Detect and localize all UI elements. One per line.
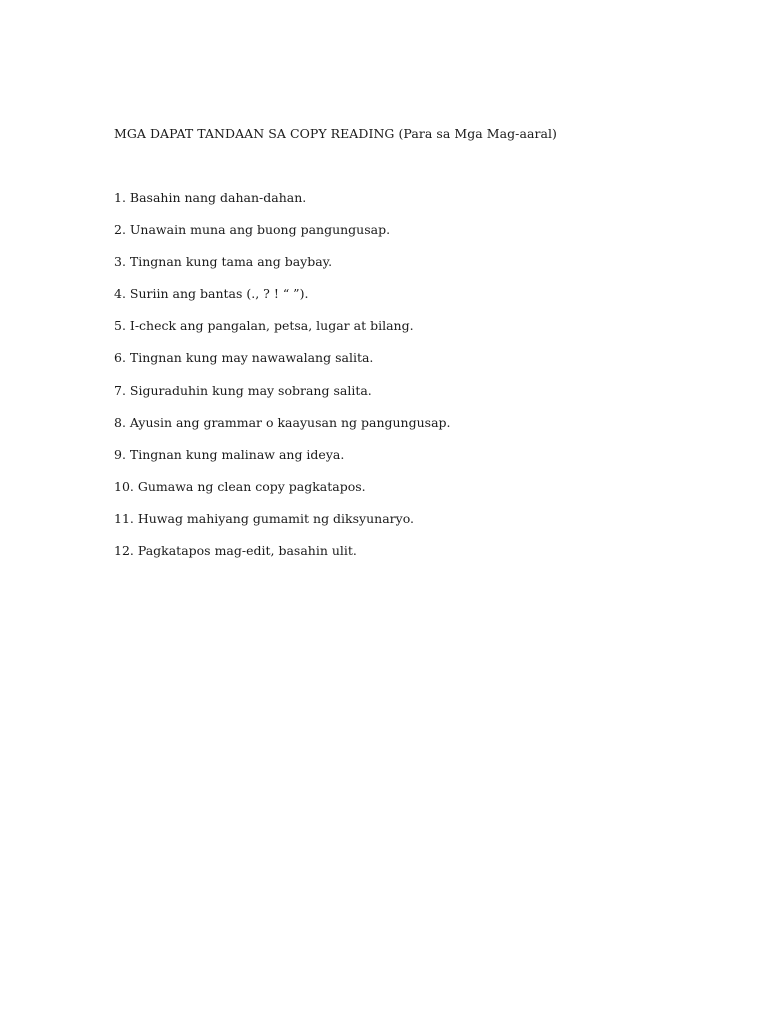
list-item: 5. I-check ang pangalan, petsa, lugar at bilang. [114, 318, 414, 334]
list-item: 9. Tingnan kung malinaw ang ideya. [114, 446, 345, 462]
list-item: 6. Tingnan kung may nawawalang salita. [114, 350, 374, 366]
reminder-list [114, 188, 451, 573]
list-item: 1. Basahin nang dahan-dahan. [114, 190, 307, 205]
list-item: 2. Unawain muna ang buong pangungusap. [114, 222, 391, 238]
list-item: 10. Gumawa ng clean copy pagkatapos. [114, 478, 366, 494]
list-item: 4. Suriin ang bantas (., ? ! “ ”). [114, 286, 309, 302]
list-item: 12. Pagkatapos mag-edit, basahin ulit. [114, 543, 357, 559]
list-item: 11. Huwag mahiyang gumamit ng diksyunaryo. [114, 510, 414, 526]
list-item: 8. Ayusin ang grammar o kaayusan ng pangungusap. [114, 414, 451, 430]
document-title: MGA DAPAT TANDAAN SA COPY READING (Para sa Mga Mag-aaral) [114, 126, 557, 141]
list-item: 3. Tingnan kung tama ang baybay. [114, 254, 333, 270]
list-item: 7. Siguraduhin kung may sobrang salita. [114, 382, 372, 398]
